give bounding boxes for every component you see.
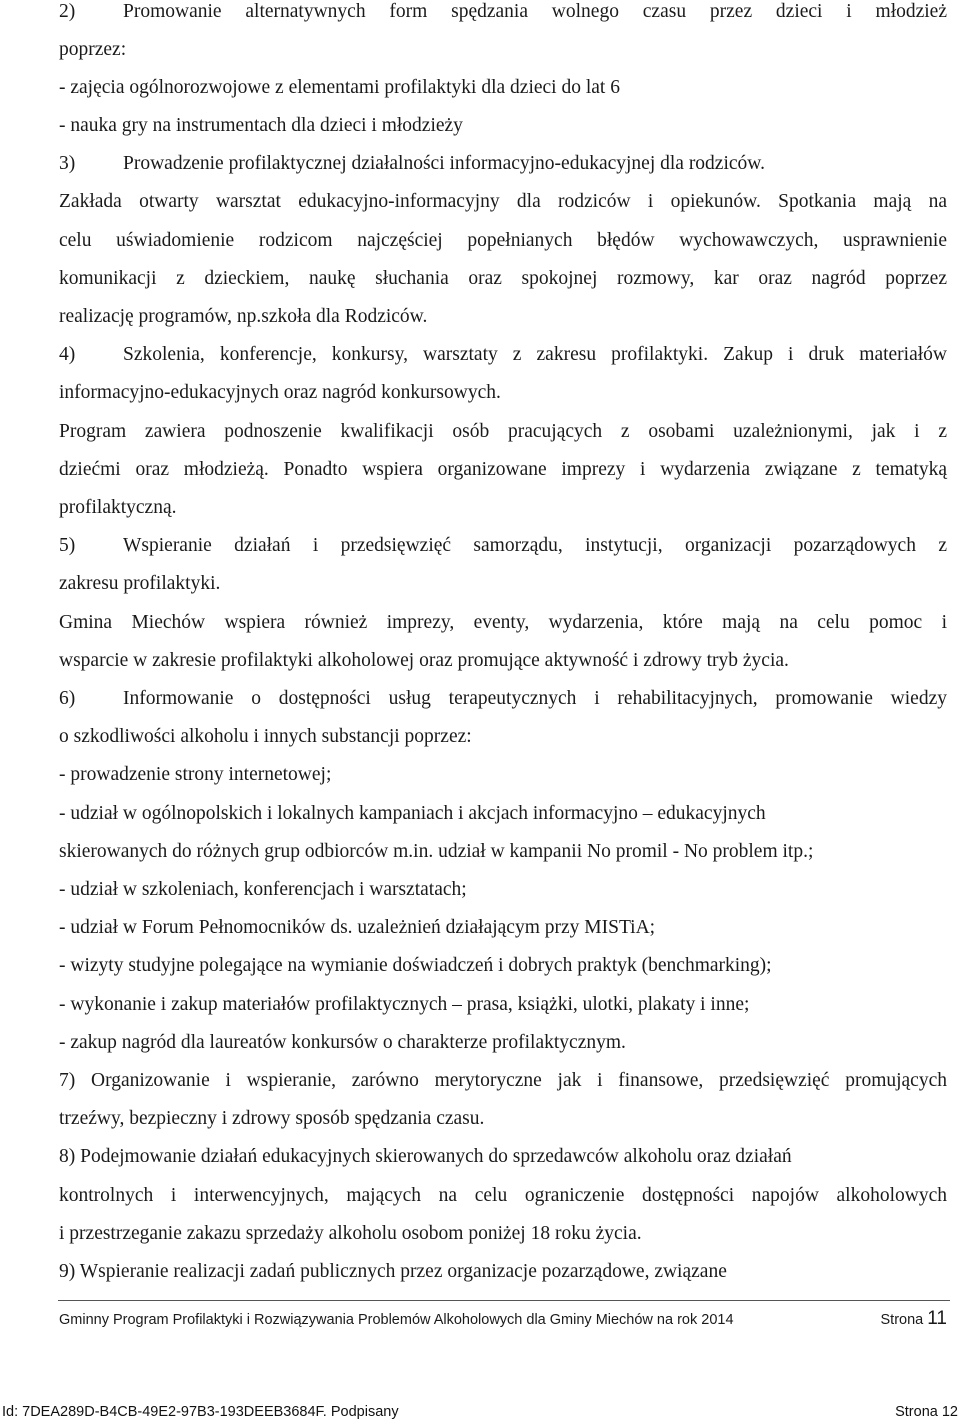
list-item-5 <box>59 534 947 558</box>
paragraph-line: zakresu profilaktyki. <box>59 573 221 594</box>
paragraph-line: Zakłada otwarty warsztat edukacyjno-informacyjny dla rodziców i opiekunów. Spotkania mają na <box>59 191 947 212</box>
bullet-item: - udział w Forum Pełnomocników ds. uzależnień działającym przy MISTiA; <box>59 917 656 938</box>
list-item-8: 8) Podejmowanie działań edukacyjnych skierowanych do sprzedawców alkoholu oraz działań <box>59 1146 792 1167</box>
document-page-stamp: Strona 12 <box>895 1404 958 1420</box>
bullet-item: - zakup nagród dla laureatów konkursów o charakterze profilaktycznym. <box>59 1032 626 1053</box>
paragraph-line: o szkodliwości alkoholu i innych substancji poprzez: <box>59 726 472 747</box>
bullet-item: - udział w ogólnopolskich i lokalnych kampaniach i akcjach informacyjno – edukacyjnych <box>59 803 766 824</box>
list-item-6 <box>59 687 947 711</box>
paragraph-text: Informowanie o dostępności usług terapeutycznych i rehabilitacyjnych, promowanie wiedzy <box>123 688 947 709</box>
list-item-2 <box>59 0 947 24</box>
paragraph-text: Prowadzenie profilaktycznej działalności informacyjno-edukacyjnej dla rodziców. <box>123 153 765 174</box>
bullet-item: - wizyty studyjne polegające na wymianie doświadczeń i dobrych praktyk (benchmarking); <box>59 955 772 976</box>
paragraph-text: Szkolenia, konferencje, konkursy, warsztaty z zakresu profilaktyki. Zakup i druk materiałów <box>123 344 947 365</box>
footer-page-indicator <box>881 1308 948 1330</box>
footer-page-label: Strona <box>880 1312 924 1328</box>
list-item-3 <box>59 152 765 176</box>
paragraph-line: trzeźwy, bezpieczny i zdrowy sposób spędzania czasu. <box>59 1108 485 1129</box>
list-number: 3) <box>59 153 76 174</box>
paragraph-line: komunikacji z dzieckiem, naukę słuchania oraz spokojnej rozmowy, kar oraz nagród poprzez <box>59 268 947 289</box>
page-footer <box>59 1308 947 1334</box>
list-number: 2) <box>59 1 76 22</box>
footer-page-number: 11 <box>927 1308 947 1329</box>
bullet-item: - prowadzenie strony internetowej; <box>59 764 332 785</box>
bullet-item: - nauka gry na instrumentach dla dzieci i młodzieży <box>59 115 463 136</box>
paragraph-line: realizację programów, np.szkoła dla Rodziców. <box>59 306 428 327</box>
list-number: 4) <box>59 344 76 365</box>
paragraph-line: skierowanych do różnych grup odbiorców m.in. udział w kampanii No promil - No problem itp.; <box>59 841 814 862</box>
list-item-4 <box>59 343 947 367</box>
list-number: 5) <box>59 535 76 556</box>
list-item-9: 9) Wspieranie realizacji zadań publicznych przez organizacje pozarządowe, związane <box>59 1261 727 1282</box>
paragraph-text: Wspieranie działań i przedsięwzięć samorządu, instytucji, organizacji pozarządowych z <box>123 535 947 556</box>
paragraph-line: dziećmi oraz młodzieżą. Ponadto wspiera organizowane imprezy i wydarzenia związane z tematyką <box>59 459 947 480</box>
list-number: 6) <box>59 688 76 709</box>
footer-title: Gminny Program Profilaktyki i Rozwiązywania Problemów Alkoholowych dla Gminy Miechów na rok 2014 <box>59 1312 734 1328</box>
paragraph-line: profilaktyczną. <box>59 497 177 518</box>
bullet-item: - udział w szkoleniach, konferencjach i warsztatach; <box>59 879 467 900</box>
paragraph-line: Program zawiera podnoszenie kwalifikacji osób pracujących z osobami uzależnionymi, jak i z <box>59 421 947 442</box>
paragraph-line: kontrolnych i interwencyjnych, mających na celu ograniczenie dostępności napojów alkoholowych <box>59 1185 947 1206</box>
paragraph-line: wsparcie w zakresie profilaktyki alkoholowej oraz promujące aktywność i zdrowy tryb życia. <box>59 650 789 671</box>
bullet-item: - wykonanie i zakup materiałów profilaktycznych – prasa, książki, ulotki, plakaty i inne; <box>59 994 750 1015</box>
paragraph-line: poprzez: <box>59 39 127 60</box>
paragraph-line: celu uświadomienie rodzicom najczęściej popełnianych błędów wychowawczych, usprawnienie <box>59 230 947 251</box>
document-id-stamp: Id: 7DEA289D-B4CB-49E2-97B3-193DEEB3684F. Podpisany <box>2 1404 399 1420</box>
list-item-7: 7) Organizowanie i wspieranie, zarówno merytoryczne jak i finansowe, przedsięwzięć promujących <box>59 1070 947 1091</box>
paragraph-line: informacyjno-edukacyjnych oraz nagród konkursowych. <box>59 382 501 403</box>
paragraph-line: Gmina Miechów wspiera również imprezy, eventy, wydarzenia, które mają na celu pomoc i <box>59 612 947 633</box>
paragraph-text: Promowanie alternatywnych form spędzania wolnego czasu przez dzieci i młodzież <box>123 1 947 22</box>
bullet-item: - zajęcia ogólnorozwojowe z elementami profilaktyki dla dzieci do lat 6 <box>59 77 620 98</box>
footer-divider <box>58 1300 950 1301</box>
paragraph-line: i przestrzeganie zakazu sprzedaży alkoholu osobom poniżej 18 roku życia. <box>59 1223 642 1244</box>
